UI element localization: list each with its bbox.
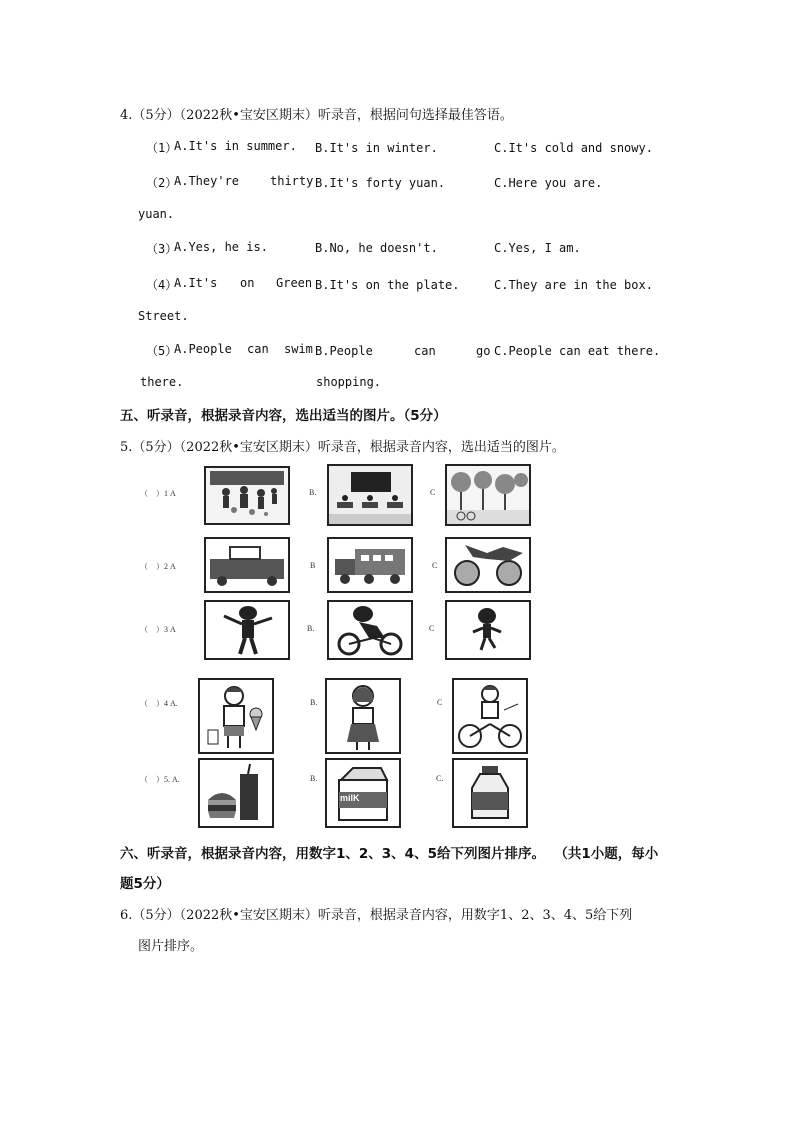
park-trees-icon <box>447 466 529 524</box>
boy-riding-bike-icon <box>454 680 526 752</box>
q5-header: 5.（5分）（2022秋•宝安区期末）听录音，根据录音内容，选出适当的图片。 <box>120 440 565 455</box>
section6-title-line1: 六、听录音，根据录音内容，用数字1、2、3、4、5给下列图片排序。 （共1小题，每小 <box>120 846 659 862</box>
q4-item4-option-a: A.It's <box>174 276 218 290</box>
q6-header-line2: 图片排序。 <box>138 939 204 954</box>
person-running-icon <box>447 602 529 658</box>
q4-item5-option-b-mid: can <box>414 344 436 358</box>
q4-item4-option-c: C.They are in the box. <box>494 278 653 292</box>
q5-row3-picture-c <box>445 600 531 660</box>
q4-item5-option-a-wrap: there. <box>140 375 184 389</box>
q4-header: 4.（5分）（2022秋•宝安区期末）听录音，根据问句选择最佳答语。 <box>120 108 513 123</box>
q4-item2-option-b: B.It's forty yuan. <box>315 176 446 190</box>
q5-row4-label: （ ）4 A. <box>140 699 178 708</box>
q4-item2-option-a-wrap: yuan. <box>138 207 175 221</box>
q5-row5-picture-c <box>452 758 528 828</box>
q4-item5-option-a-tail: swim <box>284 342 313 356</box>
bicycle-icon <box>447 539 529 591</box>
milk-carton-label: milK <box>340 793 360 803</box>
boy-ice-cream-icon <box>200 680 272 752</box>
person-waving-icon <box>206 602 288 658</box>
q5-row1-picture-a <box>204 466 290 525</box>
people-dancing-icon <box>206 468 288 523</box>
q4-item5-option-b-wrap: shopping. <box>316 375 382 389</box>
q4-item2-option-a: A.They're <box>174 174 240 188</box>
bus-icon <box>206 539 288 591</box>
q5-row3-picture-a <box>204 600 290 660</box>
q5-row2-label-b: B <box>310 561 316 570</box>
q5-row5-label-c: C. <box>436 774 444 783</box>
q4-item2-option-a-tail: thirty <box>270 174 314 188</box>
q5-row5-label: （ ）5. A. <box>140 775 180 784</box>
q6-header-line1: 6.（5分）（2022秋•宝安区期末）听录音，根据录音内容，用数字1、2、3、4、5给下列 <box>120 908 633 923</box>
q4-item5-num: （5） <box>146 344 178 358</box>
q4-item2-option-c: C.Here you are. <box>494 176 603 190</box>
q5-row2-label-c: C <box>432 561 438 570</box>
person-cycling-icon <box>329 602 411 658</box>
section5-title: 五、听录音，根据录音内容，选出适当的图片。（5分） <box>120 408 447 424</box>
q5-row1-label: （ ）1 A <box>140 489 176 498</box>
q5-row3-picture-b <box>327 600 413 660</box>
q4-item5-option-a-mid: can <box>247 342 269 356</box>
q5-row2-picture-b <box>327 537 413 593</box>
q4-item4-option-b: B.It's on the plate. <box>315 278 460 292</box>
q5-row1-picture-c <box>445 464 531 526</box>
q5-row4-picture-c <box>452 678 528 754</box>
q4-item1-option-c: C.It's cold and snowy. <box>494 141 653 155</box>
q4-item5-option-a: A.People <box>174 342 232 356</box>
q5-row4-label-b: B. <box>310 698 318 707</box>
truck-icon <box>329 539 411 591</box>
q5-row5-label-b: B. <box>310 774 318 783</box>
q4-item4-option-a-mid: on <box>240 276 255 290</box>
q5-row2-label: （ ）2 A <box>140 562 176 571</box>
q5-row1-label-b: B. <box>309 488 317 497</box>
q4-item4-num: （4） <box>146 278 178 292</box>
q5-row2-picture-c <box>445 537 531 593</box>
q5-row4-picture-a <box>198 678 274 754</box>
q4-item3-option-c: C.Yes, I am. <box>494 241 581 255</box>
q4-item5-option-b-tail: go <box>476 344 491 358</box>
q4-item3-option-b: B.No, he doesn't. <box>315 241 438 255</box>
q4-item3-option-a: A.Yes, he is. <box>174 240 268 254</box>
q5-row5-picture-b <box>325 758 401 828</box>
bottle-icon <box>454 760 526 826</box>
q4-item5-option-c: C.People can eat there. <box>494 344 661 358</box>
q5-row3-label: （ ）3 A <box>140 625 176 634</box>
q5-row4-label-c: C <box>437 698 443 707</box>
section6-title-line2: 题5分） <box>120 876 170 892</box>
q5-row3-label-b: B. <box>307 624 315 633</box>
q5-row4-picture-b <box>325 678 401 754</box>
q4-item1-option-a: A.It's in summer. <box>174 139 297 153</box>
q5-row1-label-c: C <box>430 488 436 497</box>
q5-row1-picture-b <box>327 464 413 526</box>
q4-item1-num: （1） <box>146 141 178 155</box>
milk-carton-icon <box>327 760 399 826</box>
hamburger-drink-icon <box>200 760 272 826</box>
q5-row2-picture-a <box>204 537 290 593</box>
girl-icon <box>327 680 399 752</box>
q4-item1-option-b: B.It's in winter. <box>315 141 438 155</box>
q4-item4-option-a-tail: Green <box>276 276 313 290</box>
q5-row3-label-c: C <box>429 624 435 633</box>
q4-item4-option-a-wrap: Street. <box>138 309 189 323</box>
q4-item5-option-b: B.People <box>315 344 373 358</box>
q4-item2-num: （2） <box>146 176 178 190</box>
q4-item3-num: （3） <box>146 242 178 256</box>
classroom-icon <box>329 466 411 524</box>
q5-row5-picture-a <box>198 758 274 828</box>
